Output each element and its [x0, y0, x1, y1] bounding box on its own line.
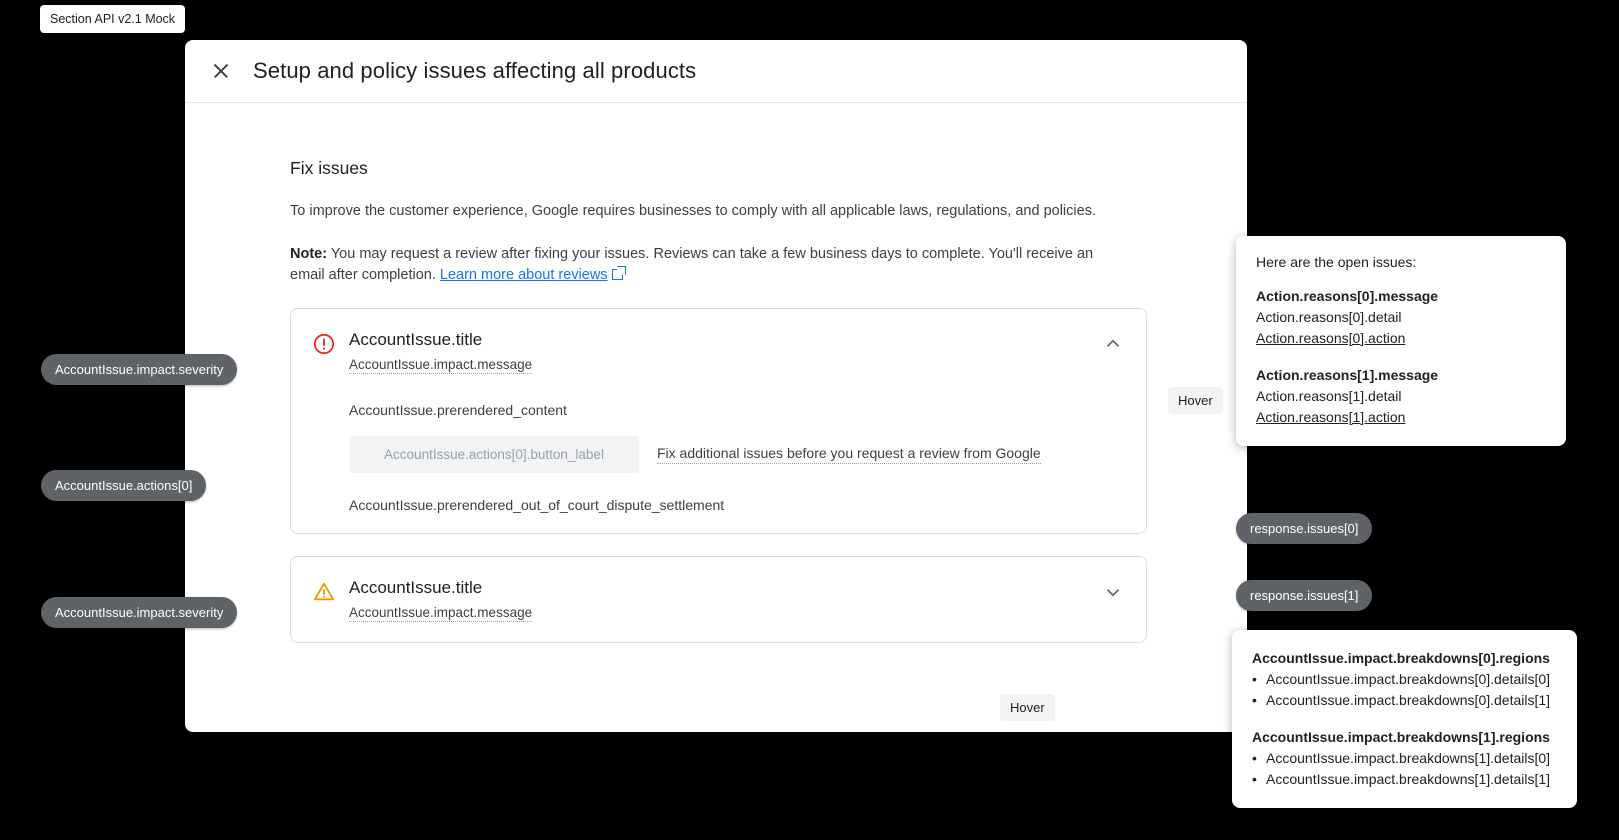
issue-header-1: [313, 577, 1124, 622]
dispute-settlement-0: AccountIssue.prerendered_out_of_court_dispute_settlement: [349, 497, 725, 513]
action-row-0: [349, 436, 1124, 473]
reason-1-detail: Action.reasons[1].detail: [1256, 388, 1402, 404]
issue-title-0: AccountIssue.title: [349, 330, 483, 349]
hover-chip-top: Hover: [1168, 387, 1223, 414]
issue-message-1: AccountIssue.impact.message: [349, 605, 533, 620]
breakdown-1: [1252, 727, 1557, 790]
tooltip-impact-breakdowns: [1232, 630, 1577, 808]
reason-1-action[interactable]: Action.reasons[1].action: [1256, 409, 1406, 425]
external-link-icon: [612, 269, 623, 280]
close-icon[interactable]: [209, 59, 233, 83]
issue-title-1: AccountIssue.title: [349, 578, 483, 597]
note-label: Note:: [290, 246, 328, 262]
action-note-0: Fix additional issues before you request a review from Google: [657, 445, 1041, 464]
issue-texts-1: [349, 577, 1102, 622]
annotation-pill-response-issue-0: response.issues[0]: [1236, 513, 1372, 544]
prerendered-content-0: AccountIssue.prerendered_content: [349, 402, 567, 418]
page-title: Setup and policy issues affecting all products: [253, 58, 697, 83]
note-text: You may request a review after fixing your issues. Reviews can take a few business days to complete. You'll receive an email after completion.: [290, 246, 1094, 283]
issue-card-1: [290, 556, 1147, 643]
issue-message-0: AccountIssue.impact.message: [349, 357, 533, 372]
breakdown-0-detail-1: • AccountIssue.impact.breakdowns[0].details[1]: [1252, 690, 1557, 711]
annotation-pill-response-issue-1: response.issues[1]: [1236, 580, 1372, 611]
chevron-down-icon[interactable]: [1102, 581, 1124, 603]
issue-card-0: [290, 308, 1147, 534]
breakdown-0-regions: AccountIssue.impact.breakdowns[0].regions: [1252, 650, 1550, 666]
section-title: Fix issues: [290, 158, 368, 178]
learn-more-link[interactable]: Learn more about reviews: [439, 267, 608, 283]
error-icon: [313, 333, 335, 355]
dialog-body: [185, 103, 1247, 643]
reason-1-message: Action.reasons[1].message: [1256, 367, 1439, 383]
issue-texts-0: [349, 329, 1102, 374]
note-paragraph: [290, 244, 1120, 286]
reason-0-message: Action.reasons[0].message: [1256, 288, 1439, 304]
dialog-header: [185, 40, 1247, 103]
tooltip-open-issues: [1236, 236, 1566, 446]
hover-chip-bottom: Hover: [1000, 694, 1055, 721]
warning-icon: [313, 581, 335, 603]
reason-0-detail: Action.reasons[0].detail: [1256, 309, 1402, 325]
annotation-pill-severity-0: AccountIssue.impact.severity: [41, 354, 237, 385]
breakdown-0: [1252, 648, 1557, 711]
tooltip-reason-1: [1256, 365, 1546, 428]
intro-paragraph: To improve the customer experience, Google requires businesses to comply with all applicable laws, regulations, and policies.: [290, 203, 1096, 219]
chevron-up-icon[interactable]: [1102, 333, 1124, 355]
mock-badge: Section API v2.1 Mock: [40, 5, 185, 33]
issue-header-0: [313, 329, 1124, 374]
tooltip-lead: Here are the open issues:: [1256, 254, 1417, 270]
breakdown-0-detail-0: • AccountIssue.impact.breakdowns[0].details[0]: [1252, 669, 1557, 690]
issues-dialog: [185, 40, 1247, 732]
breakdown-1-regions: AccountIssue.impact.breakdowns[1].regions: [1252, 729, 1550, 745]
issue-action-button-0[interactable]: AccountIssue.actions[0].button_label: [349, 436, 639, 473]
breakdown-1-detail-0: • AccountIssue.impact.breakdowns[1].details[0]: [1252, 748, 1557, 769]
annotation-pill-actions-0: AccountIssue.actions[0]: [41, 470, 206, 501]
tooltip-reason-0: [1256, 286, 1546, 349]
reason-0-action[interactable]: Action.reasons[0].action: [1256, 330, 1406, 346]
breakdown-1-detail-1: • AccountIssue.impact.breakdowns[1].details[1]: [1252, 769, 1557, 790]
annotation-pill-severity-1: AccountIssue.impact.severity: [41, 597, 237, 628]
